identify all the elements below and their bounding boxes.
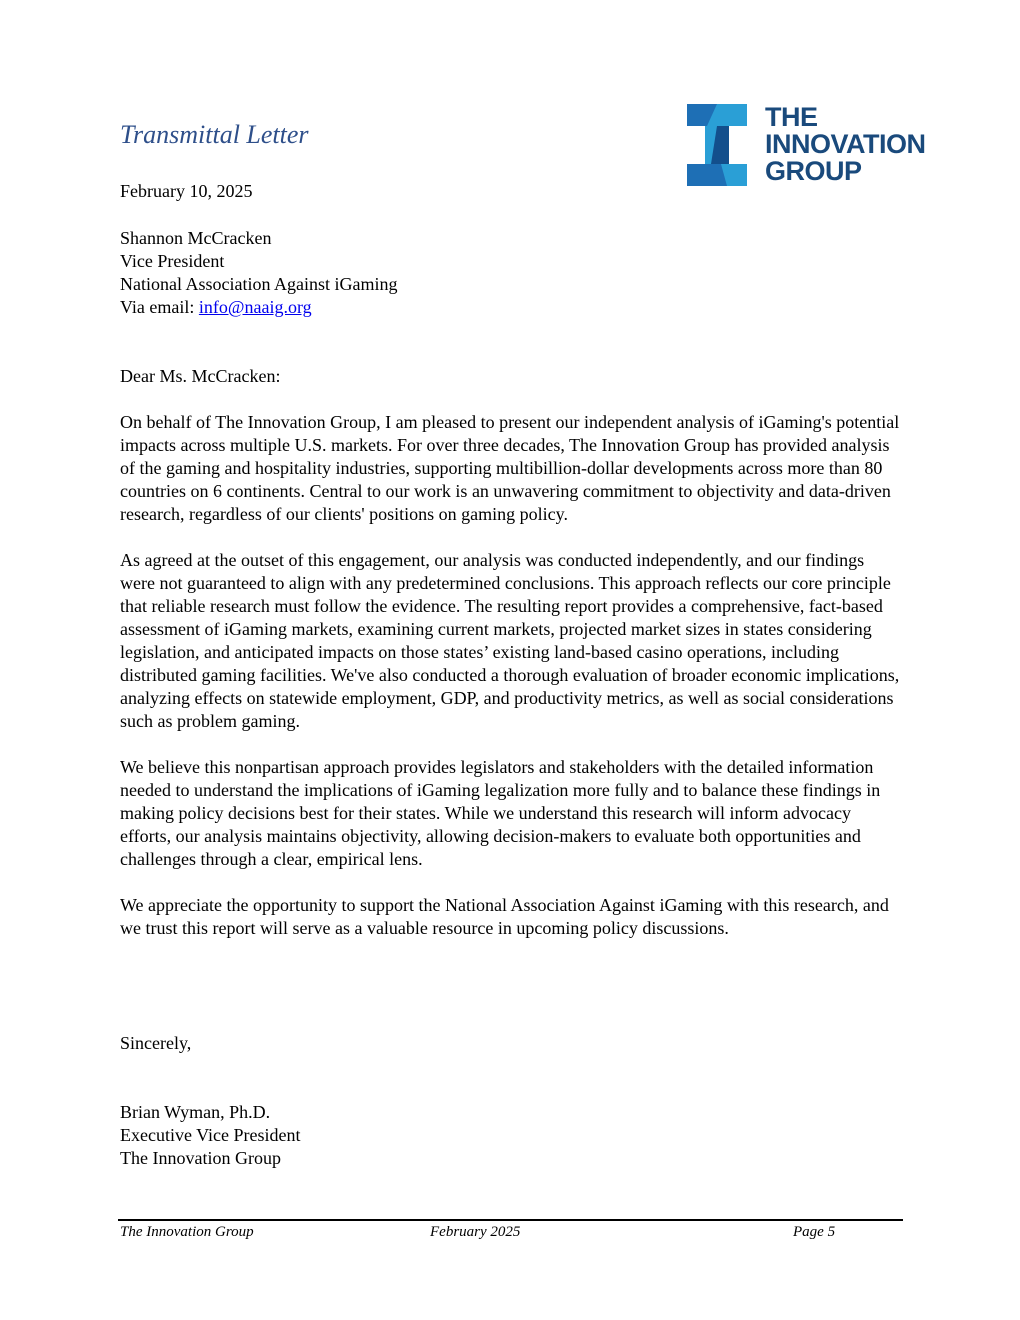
logo-mark-icon — [687, 104, 747, 186]
recipient-name: Shannon McCracken — [120, 228, 272, 248]
logo-line-3: GROUP — [765, 156, 862, 186]
email-prefix: Via email: — [120, 297, 199, 317]
signer-title: Executive Vice President — [120, 1125, 301, 1145]
logo-line-2: INNOVATION — [765, 129, 926, 159]
salutation: Dear Ms. McCracken: — [120, 366, 281, 386]
recipient-organization: National Association Against iGaming — [120, 274, 398, 294]
email-link[interactable]: info@naaig.org — [198, 297, 312, 317]
signer-organization: The Innovation Group — [120, 1148, 281, 1168]
footer-divider — [118, 1219, 903, 1221]
footer-left: The Innovation Group — [120, 1224, 254, 1240]
body-paragraph-4: We appreciate the opportunity to support the National Association Against iGaming with this research, and we trust this report will serve as a valuable resource in upcoming policy discussions. — [120, 895, 889, 938]
recipient-block — [120, 227, 397, 319]
letter-date: February 10, 2025 — [120, 181, 253, 201]
recipient-email-line — [120, 296, 397, 319]
body-paragraph-1: On behalf of The Innovation Group, I am pleased to present our independent analysis of iGaming's potential impacts across multiple U.S. markets. For over three decades, The Innovation Group has provided analysis of the gaming and hospitality industries, supporting multibillion-dollar developments across more than 80 countries on 6 continents. Central to our work is an unwavering commitment to objectivity and data-driven research, regardless of our clients' positions on gaming policy. — [120, 412, 900, 524]
footer-page-number: Page 5 — [793, 1224, 836, 1240]
signature-block — [120, 1101, 301, 1170]
company-logo — [687, 104, 957, 188]
closing: Sincerely, — [120, 1033, 192, 1053]
footer-center: February 2025 — [430, 1224, 521, 1240]
logo-line-1: THE — [765, 102, 818, 132]
signer-name: Brian Wyman, Ph.D. — [120, 1102, 271, 1122]
body-paragraph-3: We believe this nonpartisan approach provides legislators and stakeholders with the detailed information needed to understand the implications of iGaming legalization more fully and to balance these findings in making policy decisions best for their states. While we understand this research will inform advocacy efforts, our analysis maintains objectivity, allowing decision-makers to evaluate both opportunities and challenges through a clear, empirical lens. — [120, 757, 881, 869]
letter-body — [120, 411, 902, 963]
recipient-title: Vice President — [120, 251, 225, 271]
body-paragraph-2: As agreed at the outset of this engagement, our analysis was conducted independently, and our findings were not guaranteed to align with any predetermined conclusions. This approach reflects our core principle that reliable research must follow the evidence. The resulting report provides a comprehensive, fact-based assessment of iGaming markets, examining current markets, projected market sizes in states considering legislation, and anticipated impacts on those states’ existing land-based casino operations, including distributed gaming facilities. We've also conducted a thorough evaluation of broader economic implications, analyzing effects on statewide employment, GDP, and productivity metrics, as well as social considerations such as problem gaming. — [120, 550, 900, 731]
letter-title: Transmittal Letter — [120, 120, 309, 149]
logo-wordmark — [765, 104, 926, 185]
